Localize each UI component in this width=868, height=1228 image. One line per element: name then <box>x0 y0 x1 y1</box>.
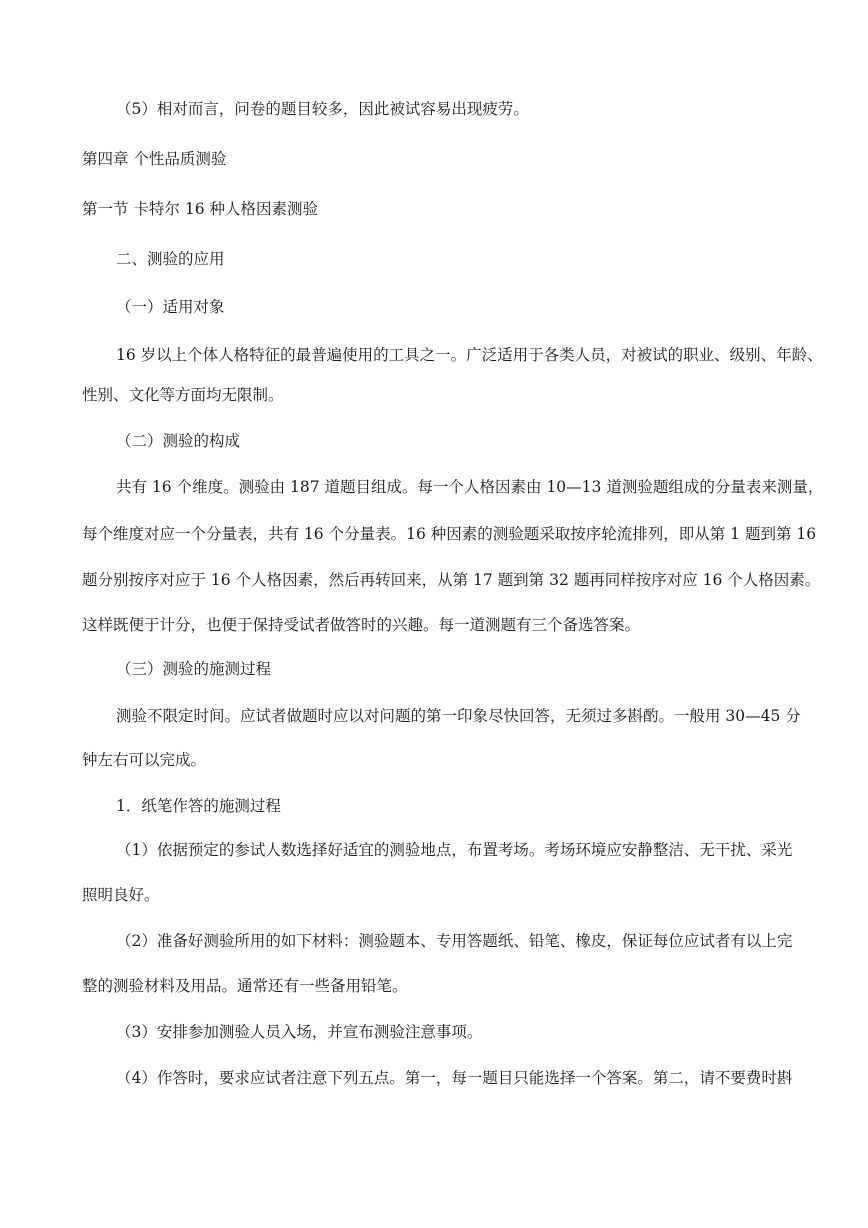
paragraph-line: 照明良好。 <box>82 886 160 904</box>
subsection-heading: （二）测验的构成 <box>116 432 241 450</box>
paragraph-line: 整的测验材料及用品。通常还有一些备用铅笔。 <box>82 977 408 995</box>
paragraph-line: （2）准备好测验所用的如下材料：测验题本、专用答题纸、铅笔、橡皮，保证每位应试者有以上完 <box>116 932 793 950</box>
subsection-heading: 1．纸笔作答的施测过程 <box>116 797 281 815</box>
section-heading: 第一节 卡特尔 16 种人格因素测验 <box>82 200 319 218</box>
subsection-heading: （一）适用对象 <box>116 298 225 316</box>
chapter-heading: 第四章 个性品质测验 <box>82 150 227 168</box>
subsection-heading: （三）测验的施测过程 <box>116 660 272 678</box>
paragraph-line: （5）相对而言，问卷的题目较多，因此被试容易出现疲劳。 <box>116 100 529 118</box>
paragraph-line: 共有 16 个维度。测验由 187 道题目组成。每一个人格因素由 10—13 道测验题组成的分量表来测量， <box>116 478 824 496</box>
paragraph-line: 题分别按序对应于 16 个人格因素，然后再转回来，从第 17 题到第 32 题再同样按序对应 16 个人格因素。 <box>82 571 821 589</box>
paragraph-line: 测验不限定时间。应试者做题时应以对问题的第一印象尽快回答，无须过多斟酌。一般用 30—45 分 <box>116 707 801 725</box>
paragraph-line: 这样既便于计分，也便于保持受试者做答时的兴趣。每一道测题有三个备选答案。 <box>82 616 641 634</box>
paragraph-line: （3）安排参加测验人员入场，并宣布测验注意事项。 <box>116 1023 483 1041</box>
paragraph-line: 钟左右可以完成。 <box>82 751 207 769</box>
paragraph-line: 性别、文化等方面均无限制。 <box>82 386 284 404</box>
paragraph-line: 16 岁以上个体人格特征的最普遍使用的工具之一。广泛适用于各类人员，对被试的职业、级别、年龄、 <box>116 346 823 364</box>
paragraph-line: （4）作答时，要求应试者注意下列五点。第一，每一题目只能选择一个答案。第二，请不要费时斟 <box>116 1069 793 1087</box>
subsection-heading: 二、测验的应用 <box>116 250 225 268</box>
paragraph-line: （1）依据预定的参试人数选择好适宜的测验地点，布置考场。考场环境应安静整洁、无干扰、采光 <box>116 841 793 859</box>
paragraph-line: 每个维度对应一个分量表，共有 16 个分量表。16 种因素的测验题采取按序轮流排列，即从第 1 题到第 16 <box>82 525 817 543</box>
